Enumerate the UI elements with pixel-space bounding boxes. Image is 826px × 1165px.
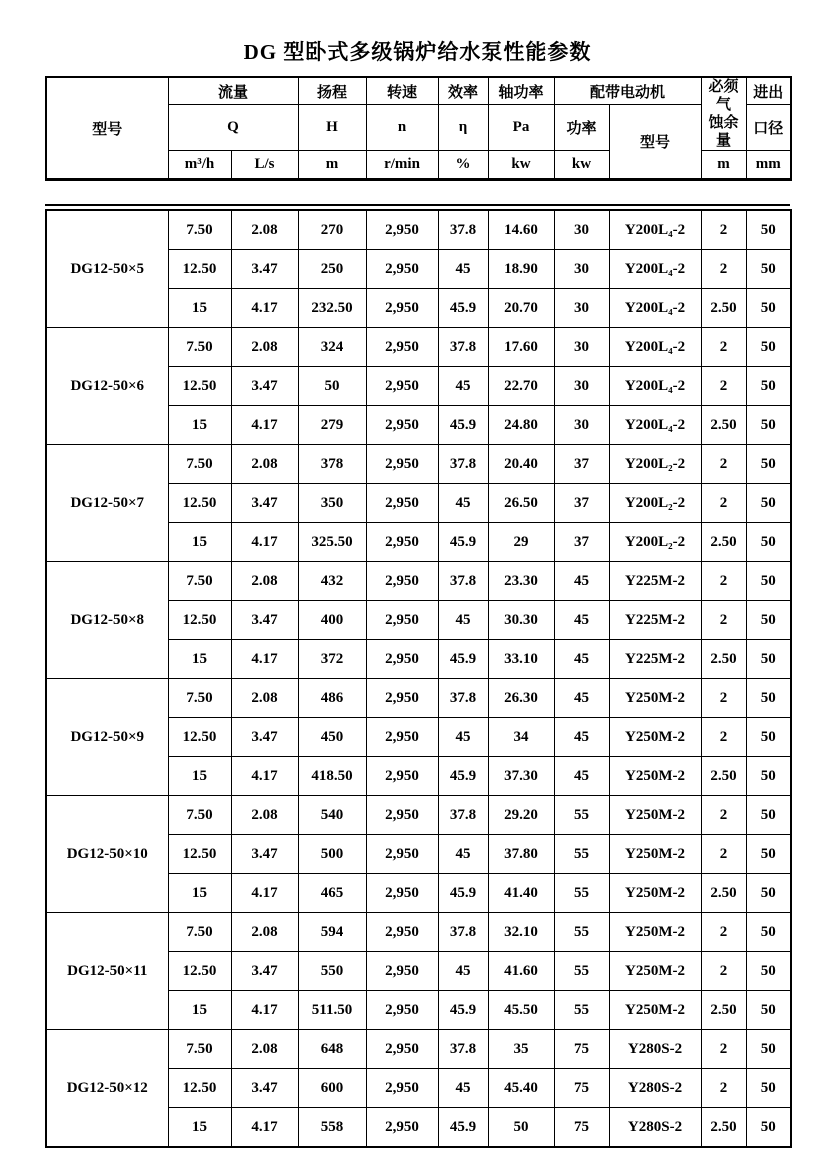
col-header-port-line2: 口径	[746, 105, 791, 151]
cell-motor-power-kw: 55	[554, 796, 609, 835]
cell-flow-m3h: 15	[168, 640, 231, 679]
cell-flow-m3h: 15	[168, 757, 231, 796]
cell-speed-rpm: 2,950	[366, 718, 438, 757]
cell-efficiency-pct: 45.9	[438, 640, 488, 679]
cell-flow-m3h: 12.50	[168, 952, 231, 991]
cell-head-m: 378	[298, 445, 366, 484]
cell-flow-ls: 2.08	[231, 210, 298, 250]
cell-motor-model: Y200L₄-2	[609, 289, 701, 328]
cell-flow-ls: 4.17	[231, 640, 298, 679]
cell-head-m: 648	[298, 1030, 366, 1069]
cell-motor-model: Y280S-2	[609, 1108, 701, 1148]
cell-npsh-m: 2	[701, 484, 746, 523]
cell-port-mm: 50	[746, 1108, 791, 1148]
cell-flow-ls: 4.17	[231, 289, 298, 328]
cell-speed-rpm: 2,950	[366, 1108, 438, 1148]
cell-flow-m3h: 12.50	[168, 250, 231, 289]
cell-port-mm: 50	[746, 367, 791, 406]
cell-motor-power-kw: 37	[554, 523, 609, 562]
cell-efficiency-pct: 37.8	[438, 913, 488, 952]
cell-motor-power-kw: 45	[554, 679, 609, 718]
cell-efficiency-pct: 45	[438, 601, 488, 640]
cell-motor-power-kw: 45	[554, 562, 609, 601]
cell-motor-power-kw: 55	[554, 835, 609, 874]
cell-speed-rpm: 2,950	[366, 1030, 438, 1069]
cell-speed-rpm: 2,950	[366, 210, 438, 250]
cell-motor-power-kw: 55	[554, 991, 609, 1030]
cell-flow-m3h: 7.50	[168, 913, 231, 952]
data-table-body	[46, 210, 791, 1147]
cell-npsh-m: 2.50	[701, 991, 746, 1030]
pump-model-cell: DG12-50×8	[46, 562, 168, 679]
flow-unit-ls: L/s	[231, 151, 298, 180]
table-row	[46, 562, 791, 601]
cell-speed-rpm: 2,950	[366, 679, 438, 718]
cell-flow-m3h: 7.50	[168, 445, 231, 484]
cell-port-mm: 50	[746, 1069, 791, 1108]
col-header-motor: 配带电动机	[554, 77, 701, 105]
cell-npsh-m: 2.50	[701, 1108, 746, 1148]
cell-motor-power-kw: 30	[554, 210, 609, 250]
cell-motor-model: Y250M-2	[609, 718, 701, 757]
table-top-rule	[45, 204, 790, 206]
cell-head-m: 511.50	[298, 991, 366, 1030]
cell-motor-power-kw: 30	[554, 367, 609, 406]
cell-shaft-power-kw: 50	[488, 1108, 554, 1148]
cell-speed-rpm: 2,950	[366, 523, 438, 562]
cell-motor-power-kw: 30	[554, 250, 609, 289]
cell-port-mm: 50	[746, 406, 791, 445]
cell-port-mm: 50	[746, 874, 791, 913]
speed-unit: r/min	[366, 151, 438, 180]
cell-port-mm: 50	[746, 640, 791, 679]
cell-shaft-power-kw: 37.30	[488, 757, 554, 796]
col-header-npsh	[701, 77, 746, 151]
cell-npsh-m: 2.50	[701, 289, 746, 328]
table-row	[46, 445, 791, 484]
cell-flow-m3h: 15	[168, 1108, 231, 1148]
cell-speed-rpm: 2,950	[366, 289, 438, 328]
cell-port-mm: 50	[746, 991, 791, 1030]
cell-npsh-m: 2	[701, 796, 746, 835]
cell-head-m: 250	[298, 250, 366, 289]
cell-shaft-power-kw: 24.80	[488, 406, 554, 445]
pump-model-cell: DG12-50×11	[46, 913, 168, 1030]
cell-motor-power-kw: 45	[554, 601, 609, 640]
cell-npsh-m: 2	[701, 445, 746, 484]
cell-npsh-m: 2.50	[701, 406, 746, 445]
cell-motor-model: Y200L₄-2	[609, 328, 701, 367]
col-header-head: 扬程	[298, 77, 366, 105]
cell-head-m: 232.50	[298, 289, 366, 328]
cell-flow-ls: 4.17	[231, 523, 298, 562]
cell-efficiency-pct: 37.8	[438, 562, 488, 601]
cell-npsh-m: 2	[701, 1069, 746, 1108]
motor-model-label: 型号	[609, 105, 701, 180]
cell-motor-model: Y280S-2	[609, 1030, 701, 1069]
cell-npsh-m: 2	[701, 210, 746, 250]
cell-flow-ls: 4.17	[231, 1108, 298, 1148]
cell-head-m: 558	[298, 1108, 366, 1148]
cell-flow-ls: 2.08	[231, 913, 298, 952]
table-row	[46, 913, 791, 952]
cell-head-m: 486	[298, 679, 366, 718]
cell-motor-model: Y280S-2	[609, 1069, 701, 1108]
cell-speed-rpm: 2,950	[366, 913, 438, 952]
cell-npsh-m: 2	[701, 367, 746, 406]
pump-model-cell: DG12-50×5	[46, 210, 168, 328]
flow-unit-m3h: m³/h	[168, 151, 231, 180]
cell-shaft-power-kw: 18.90	[488, 250, 554, 289]
cell-motor-power-kw: 55	[554, 913, 609, 952]
cell-npsh-m: 2.50	[701, 757, 746, 796]
cell-motor-model: Y250M-2	[609, 874, 701, 913]
cell-shaft-power-kw: 34	[488, 718, 554, 757]
cell-flow-ls: 2.08	[231, 562, 298, 601]
cell-head-m: 324	[298, 328, 366, 367]
cell-shaft-power-kw: 30.30	[488, 601, 554, 640]
cell-shaft-power-kw: 45.40	[488, 1069, 554, 1108]
cell-port-mm: 50	[746, 328, 791, 367]
col-header-flow: 流量	[168, 77, 298, 105]
table-row	[46, 679, 791, 718]
table-row	[46, 1030, 791, 1069]
cell-port-mm: 50	[746, 250, 791, 289]
cell-head-m: 270	[298, 210, 366, 250]
cell-motor-model: Y250M-2	[609, 796, 701, 835]
efficiency-symbol: η	[438, 105, 488, 151]
shaft-power-symbol: Pa	[488, 105, 554, 151]
cell-motor-model: Y250M-2	[609, 835, 701, 874]
cell-npsh-m: 2	[701, 1030, 746, 1069]
cell-port-mm: 50	[746, 601, 791, 640]
head-unit: m	[298, 151, 366, 180]
col-header-model: 型号	[46, 77, 168, 180]
cell-speed-rpm: 2,950	[366, 1069, 438, 1108]
cell-speed-rpm: 2,950	[366, 991, 438, 1030]
cell-head-m: 600	[298, 1069, 366, 1108]
cell-shaft-power-kw: 23.30	[488, 562, 554, 601]
cell-motor-model: Y225M-2	[609, 640, 701, 679]
cell-head-m: 550	[298, 952, 366, 991]
cell-motor-power-kw: 55	[554, 874, 609, 913]
cell-efficiency-pct: 37.8	[438, 210, 488, 250]
cell-efficiency-pct: 37.8	[438, 796, 488, 835]
cell-flow-m3h: 7.50	[168, 1030, 231, 1069]
cell-speed-rpm: 2,950	[366, 406, 438, 445]
cell-motor-model: Y200L₄-2	[609, 210, 701, 250]
cell-npsh-m: 2	[701, 835, 746, 874]
cell-speed-rpm: 2,950	[366, 640, 438, 679]
page-title: DG 型卧式多级锅炉给水泵性能参数	[243, 40, 592, 64]
pump-model-cell: DG12-50×10	[46, 796, 168, 913]
cell-flow-m3h: 7.50	[168, 562, 231, 601]
cell-motor-model: Y200L₂-2	[609, 523, 701, 562]
cell-speed-rpm: 2,950	[366, 952, 438, 991]
motor-power-label: 功率	[554, 105, 609, 151]
cell-flow-m3h: 12.50	[168, 718, 231, 757]
cell-motor-model: Y250M-2	[609, 952, 701, 991]
cell-npsh-m: 2	[701, 328, 746, 367]
cell-flow-m3h: 7.50	[168, 210, 231, 250]
cell-shaft-power-kw: 35	[488, 1030, 554, 1069]
cell-motor-power-kw: 45	[554, 640, 609, 679]
cell-shaft-power-kw: 32.10	[488, 913, 554, 952]
cell-motor-model: Y250M-2	[609, 679, 701, 718]
cell-head-m: 418.50	[298, 757, 366, 796]
cell-port-mm: 50	[746, 210, 791, 250]
cell-flow-ls: 3.47	[231, 367, 298, 406]
speed-symbol: n	[366, 105, 438, 151]
cell-motor-model: Y200L₄-2	[609, 367, 701, 406]
cell-efficiency-pct: 45.9	[438, 406, 488, 445]
cell-efficiency-pct: 45	[438, 484, 488, 523]
cell-shaft-power-kw: 14.60	[488, 210, 554, 250]
cell-motor-model: Y250M-2	[609, 757, 701, 796]
cell-flow-m3h: 12.50	[168, 601, 231, 640]
cell-head-m: 50	[298, 367, 366, 406]
cell-efficiency-pct: 45	[438, 718, 488, 757]
cell-efficiency-pct: 45	[438, 1069, 488, 1108]
cell-shaft-power-kw: 29	[488, 523, 554, 562]
cell-motor-model: Y250M-2	[609, 913, 701, 952]
cell-efficiency-pct: 37.8	[438, 1030, 488, 1069]
cell-motor-model: Y200L₄-2	[609, 250, 701, 289]
cell-motor-power-kw: 30	[554, 328, 609, 367]
cell-flow-ls: 2.08	[231, 328, 298, 367]
cell-motor-power-kw: 30	[554, 289, 609, 328]
cell-npsh-m: 2	[701, 718, 746, 757]
cell-flow-m3h: 7.50	[168, 328, 231, 367]
cell-speed-rpm: 2,950	[366, 562, 438, 601]
cell-flow-ls: 3.47	[231, 1069, 298, 1108]
cell-port-mm: 50	[746, 952, 791, 991]
cell-npsh-m: 2	[701, 913, 746, 952]
cell-shaft-power-kw: 37.80	[488, 835, 554, 874]
shaft-power-unit: kw	[488, 151, 554, 180]
cell-port-mm: 50	[746, 484, 791, 523]
cell-speed-rpm: 2,950	[366, 874, 438, 913]
cell-speed-rpm: 2,950	[366, 484, 438, 523]
cell-flow-m3h: 7.50	[168, 796, 231, 835]
cell-efficiency-pct: 45.9	[438, 1108, 488, 1148]
efficiency-unit: %	[438, 151, 488, 180]
cell-flow-m3h: 7.50	[168, 679, 231, 718]
cell-motor-power-kw: 37	[554, 445, 609, 484]
cell-flow-m3h: 12.50	[168, 484, 231, 523]
cell-head-m: 594	[298, 913, 366, 952]
pump-model-cell: DG12-50×7	[46, 445, 168, 562]
head-symbol: H	[298, 105, 366, 151]
cell-shaft-power-kw: 26.50	[488, 484, 554, 523]
cell-motor-power-kw: 75	[554, 1030, 609, 1069]
cell-motor-model: Y200L₄-2	[609, 406, 701, 445]
cell-shaft-power-kw: 45.50	[488, 991, 554, 1030]
cell-motor-power-kw: 37	[554, 484, 609, 523]
cell-head-m: 450	[298, 718, 366, 757]
cell-motor-model: Y225M-2	[609, 601, 701, 640]
cell-head-m: 500	[298, 835, 366, 874]
cell-flow-ls: 3.47	[231, 835, 298, 874]
cell-port-mm: 50	[746, 523, 791, 562]
cell-flow-m3h: 15	[168, 874, 231, 913]
cell-speed-rpm: 2,950	[366, 445, 438, 484]
cell-efficiency-pct: 45.9	[438, 757, 488, 796]
cell-npsh-m: 2.50	[701, 874, 746, 913]
cell-flow-m3h: 12.50	[168, 367, 231, 406]
cell-flow-ls: 2.08	[231, 679, 298, 718]
pump-model-cell: DG12-50×9	[46, 679, 168, 796]
cell-efficiency-pct: 45.9	[438, 523, 488, 562]
cell-flow-m3h: 15	[168, 289, 231, 328]
cell-head-m: 432	[298, 562, 366, 601]
port-unit: mm	[746, 151, 791, 180]
cell-shaft-power-kw: 20.70	[488, 289, 554, 328]
cell-flow-m3h: 15	[168, 523, 231, 562]
cell-efficiency-pct: 37.8	[438, 679, 488, 718]
cell-head-m: 350	[298, 484, 366, 523]
cell-npsh-m: 2	[701, 679, 746, 718]
cell-speed-rpm: 2,950	[366, 835, 438, 874]
cell-shaft-power-kw: 20.40	[488, 445, 554, 484]
cell-port-mm: 50	[746, 796, 791, 835]
cell-flow-ls: 3.47	[231, 601, 298, 640]
cell-motor-model: Y225M-2	[609, 562, 701, 601]
cell-port-mm: 50	[746, 835, 791, 874]
npsh-label-line2: 蚀余量	[708, 115, 739, 149]
cell-port-mm: 50	[746, 289, 791, 328]
cell-shaft-power-kw: 41.40	[488, 874, 554, 913]
table-row	[46, 796, 791, 835]
col-header-efficiency: 效率	[438, 77, 488, 105]
cell-flow-ls: 2.08	[231, 1030, 298, 1069]
cell-flow-ls: 2.08	[231, 796, 298, 835]
cell-port-mm: 50	[746, 1030, 791, 1069]
cell-head-m: 540	[298, 796, 366, 835]
cell-port-mm: 50	[746, 757, 791, 796]
npsh-label-line1: 必须气	[708, 79, 739, 113]
cell-flow-m3h: 12.50	[168, 835, 231, 874]
cell-port-mm: 50	[746, 562, 791, 601]
cell-efficiency-pct: 37.8	[438, 328, 488, 367]
cell-shaft-power-kw: 22.70	[488, 367, 554, 406]
cell-flow-m3h: 12.50	[168, 1069, 231, 1108]
cell-efficiency-pct: 45	[438, 835, 488, 874]
cell-flow-ls: 3.47	[231, 484, 298, 523]
cell-npsh-m: 2.50	[701, 523, 746, 562]
cell-speed-rpm: 2,950	[366, 328, 438, 367]
cell-head-m: 372	[298, 640, 366, 679]
motor-power-unit: kw	[554, 151, 609, 180]
cell-npsh-m: 2.50	[701, 640, 746, 679]
cell-efficiency-pct: 45.9	[438, 874, 488, 913]
cell-flow-ls: 4.17	[231, 406, 298, 445]
data-table	[45, 209, 792, 1148]
cell-speed-rpm: 2,950	[366, 601, 438, 640]
header-row-1	[46, 77, 791, 105]
cell-port-mm: 50	[746, 913, 791, 952]
cell-flow-ls: 3.47	[231, 718, 298, 757]
cell-motor-model: Y200L₂-2	[609, 484, 701, 523]
cell-motor-power-kw: 45	[554, 757, 609, 796]
cell-motor-model: Y200L₂-2	[609, 445, 701, 484]
cell-efficiency-pct: 37.8	[438, 445, 488, 484]
cell-flow-m3h: 15	[168, 991, 231, 1030]
col-header-speed: 转速	[366, 77, 438, 105]
cell-efficiency-pct: 45.9	[438, 991, 488, 1030]
cell-flow-ls: 2.08	[231, 445, 298, 484]
table-row	[46, 328, 791, 367]
flow-symbol: Q	[168, 105, 298, 151]
cell-npsh-m: 2	[701, 601, 746, 640]
cell-motor-power-kw: 75	[554, 1069, 609, 1108]
cell-efficiency-pct: 45	[438, 367, 488, 406]
cell-efficiency-pct: 45	[438, 952, 488, 991]
cell-port-mm: 50	[746, 679, 791, 718]
cell-motor-power-kw: 55	[554, 952, 609, 991]
cell-head-m: 465	[298, 874, 366, 913]
cell-flow-ls: 4.17	[231, 757, 298, 796]
cell-speed-rpm: 2,950	[366, 367, 438, 406]
cell-motor-power-kw: 30	[554, 406, 609, 445]
table-row	[46, 210, 791, 250]
spacer	[45, 181, 826, 204]
cell-port-mm: 50	[746, 718, 791, 757]
cell-efficiency-pct: 45.9	[438, 289, 488, 328]
cell-npsh-m: 2	[701, 562, 746, 601]
cell-npsh-m: 2	[701, 952, 746, 991]
cell-flow-ls: 4.17	[231, 991, 298, 1030]
pump-model-cell: DG12-50×6	[46, 328, 168, 445]
cell-flow-ls: 3.47	[231, 952, 298, 991]
cell-shaft-power-kw: 17.60	[488, 328, 554, 367]
cell-motor-power-kw: 45	[554, 718, 609, 757]
cell-shaft-power-kw: 41.60	[488, 952, 554, 991]
col-header-port-line1: 进出	[746, 77, 791, 105]
cell-flow-ls: 3.47	[231, 250, 298, 289]
cell-speed-rpm: 2,950	[366, 796, 438, 835]
col-header-shaft-power: 轴功率	[488, 77, 554, 105]
cell-shaft-power-kw: 33.10	[488, 640, 554, 679]
cell-head-m: 325.50	[298, 523, 366, 562]
cell-port-mm: 50	[746, 445, 791, 484]
cell-flow-ls: 4.17	[231, 874, 298, 913]
npsh-unit: m	[701, 151, 746, 180]
cell-motor-power-kw: 75	[554, 1108, 609, 1148]
header-table	[45, 76, 792, 181]
cell-flow-m3h: 15	[168, 406, 231, 445]
cell-speed-rpm: 2,950	[366, 757, 438, 796]
cell-speed-rpm: 2,950	[366, 250, 438, 289]
pump-model-cell: DG12-50×12	[46, 1030, 168, 1148]
cell-npsh-m: 2	[701, 250, 746, 289]
cell-shaft-power-kw: 29.20	[488, 796, 554, 835]
cell-efficiency-pct: 45	[438, 250, 488, 289]
cell-motor-model: Y250M-2	[609, 991, 701, 1030]
cell-shaft-power-kw: 26.30	[488, 679, 554, 718]
cell-head-m: 400	[298, 601, 366, 640]
cell-head-m: 279	[298, 406, 366, 445]
